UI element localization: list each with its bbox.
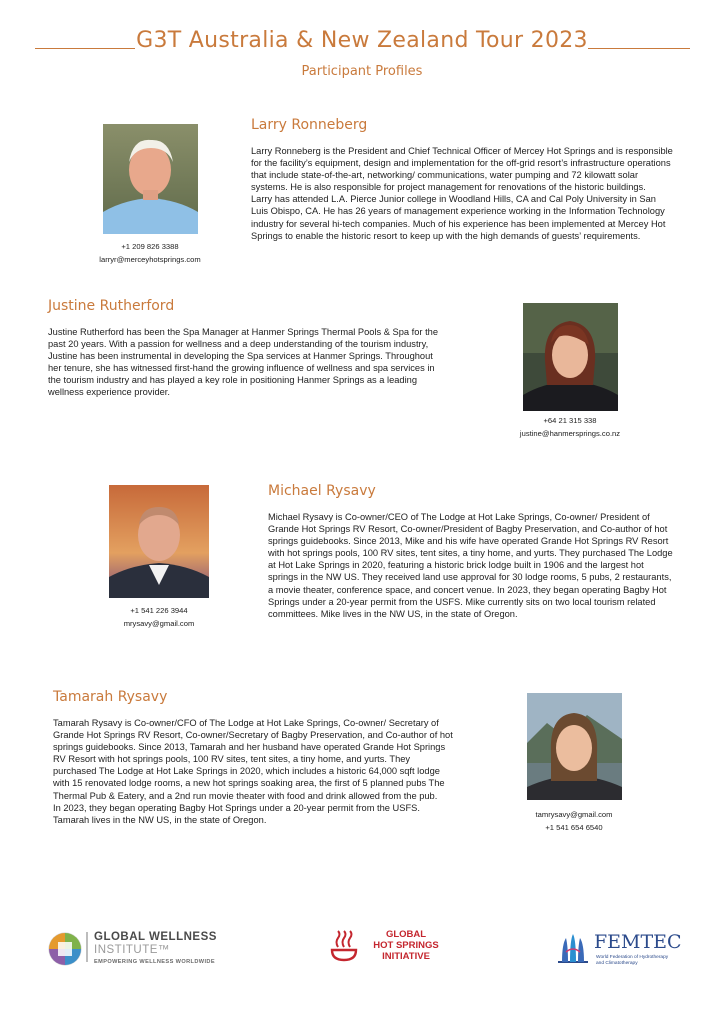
larry-bio-para-2: Larry has attended L.A. Pierce Junior college in Woodland Hills, CA and Cal Poly University in San Luis Obispo, CA. He has 26 years of management experience working in the Information Technology industry for several hi-tech companies. Much of his experience has been implemented at Mercey Hot Springs to enable the historic resort to keep up with the high demands of guests’ requirements. xyxy=(251,194,666,241)
larry-bio-para-1: Larry Ronneberg is the President and Chief Technical Officer of Mercey Hot Springs and is responsible for the facility’s equipment, design and implementation for the off-grid resort’s infrastructure operations that include state-of-the-art, networking/ communications, water pumping and 72 kilowatt solar systems. He is also responsible for project management for renovations of the historic buildings. xyxy=(251,146,673,193)
femtec-name: FEMTEC xyxy=(594,931,682,953)
michael-email[interactable]: mrysavy@gmail.com xyxy=(123,619,195,628)
larry-phone: +1 209 826 3388 xyxy=(121,242,179,251)
ghsi-line1: GLOBAL xyxy=(385,929,427,940)
michael-phone: +1 541 226 3944 xyxy=(130,606,188,615)
femtec-logo xyxy=(556,930,686,970)
larry-photo xyxy=(103,124,198,234)
hot-springs-icon xyxy=(328,930,360,962)
ghsi-line2: HOT SPRINGS xyxy=(373,940,439,951)
gwi-name-line1: GLOBAL WELLNESS xyxy=(94,931,217,943)
tamarah-bio-para-2: In 2023, they began operating Bagby Hot Springs under a 20-year permit from the USFS. Tamarah lives in the NW US, in the state of Oregon. xyxy=(53,802,420,825)
larry-name: Larry Ronneberg xyxy=(251,117,368,133)
page-title: G3T Australia & New Zealand Tour 2023 xyxy=(136,28,588,53)
gwi-mark-icon xyxy=(48,932,82,966)
tamarah-name: Tamarah Rysavy xyxy=(53,689,168,705)
michael-bio-para-1: Michael Rysavy is Co-owner/CEO of The Lodge at Hot Lake Springs, Co-owner/ President of Grande Hot Springs RV Resort, Co-owner/President of Bagby Preservation, and Co-author of hot springs guidebooks. Since 2013, Mike and his wife have operated Grande Hot Springs RV Resort with hot springs pools, 100 RV sites, tent sites, a tiny home, and yurts. They purchased The Lodge at Hot Lake Springs in 2020, featuring a historic brick lodge built in 1906 and the largest hot springs in the NW US. They received land use approval for 30 lodge rooms, 5 pubs, 2 restaurants, a movie theater, conference space, and concert venue. In 2023, they began operating Bagby Hot Springs under a 20-year permit from the USFS. Mike currently sits on two local tourism related committees. Mike lives in the NW US, in the state of Oregon. xyxy=(268,512,673,619)
page-subtitle: Participant Profiles xyxy=(301,64,423,79)
tamarah-contact xyxy=(494,808,654,834)
tamarah-bio-para-1: Tamarah Rysavy is Co-owner/CFO of The Lodge at Hot Lake Springs, Co-owner/ Secretary of Grande Hot Springs RV Resort, Co-owner/Secretary of Bagby Preservation, and Co-author of hot springs guidebooks. Since 2013, Tamarah and her husband have operated Grande Hot Springs RV Resort with hot springs pools, 100 RV sites, tent sites, a tiny home, and yurts. They purchased The Lodge at Hot Lake Springs in 2020, which includes a historic 64,000 sqft lodge with 15 renovated lodge rooms, a new hot springs soaking area, the first of 5 planned pubs The Thermal Pub & Eatery, and a 2nd run movie theater with food and drink allowed from the pub. xyxy=(53,718,453,801)
femtec-fountain-icon xyxy=(556,932,590,966)
tamarah-bio xyxy=(53,717,454,826)
gwi-tagline: EMPOWERING WELLNESS WORLDWIDE xyxy=(94,959,215,965)
justine-phone: +64 21 315 338 xyxy=(543,416,597,425)
justine-contact xyxy=(490,414,650,440)
ghsi-line3: INITIATIVE xyxy=(382,951,430,962)
larry-email[interactable]: larryr@merceyhotsprings.com xyxy=(99,255,201,264)
justine-email[interactable]: justine@hanmersprings.co.nz xyxy=(519,429,621,438)
global-wellness-institute-logo xyxy=(48,930,238,970)
femtec-subtitle-line2: and Climatotherapy xyxy=(596,961,638,966)
justine-bio xyxy=(48,326,446,399)
michael-bio xyxy=(268,511,674,620)
justine-bio-para-1: Justine Rutherford has been the Spa Manager at Hanmer Springs Thermal Pools & Spa for the past 20 years. With a passion for wellness and a deep understanding of the tourism industry, Justine has been instrumental in developing the Spa services at Hanmer Springs. Throughout her tenure, she has witnessed first-hand the growing influence of wellness and spa services in the tourism industry and has played a key role in positioning Hanmer Springs as a leading wellness experience provider. xyxy=(48,327,438,398)
michael-contact xyxy=(79,604,239,630)
gwi-name-line2: INSTITUTE™ xyxy=(94,944,170,956)
justine-photo xyxy=(523,303,618,411)
larry-contact xyxy=(70,240,230,266)
justine-name: Justine Rutherford xyxy=(48,298,175,314)
tamarah-email[interactable]: tamrysavy@gmail.com xyxy=(535,810,613,819)
tamarah-photo xyxy=(527,693,622,800)
femtec-subtitle-line1: World Federation of Hydrotherapy xyxy=(596,955,669,960)
tamarah-phone: +1 541 654 6540 xyxy=(545,823,603,832)
michael-name: Michael Rysavy xyxy=(268,483,376,499)
larry-bio xyxy=(251,145,673,242)
michael-photo xyxy=(109,485,209,598)
global-hot-springs-initiative-logo xyxy=(328,926,448,970)
